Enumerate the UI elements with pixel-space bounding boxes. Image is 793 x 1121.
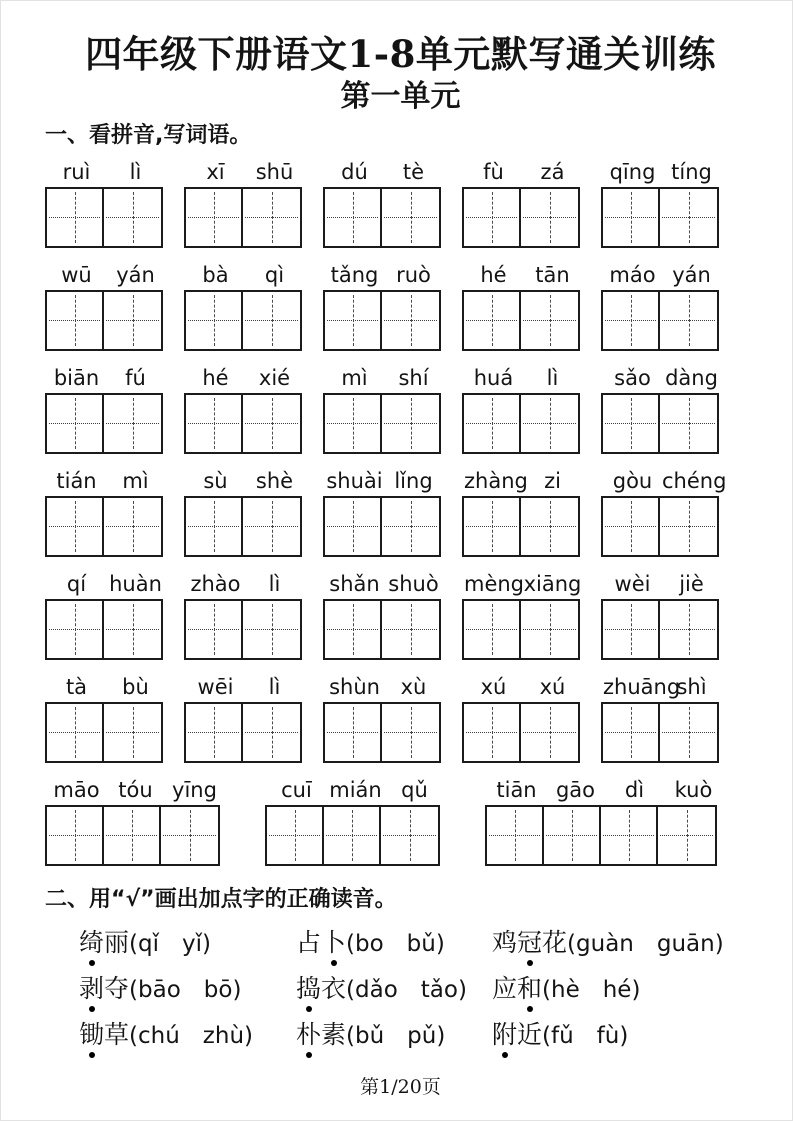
writing-cell	[243, 704, 300, 761]
pinyin-syllable: tíng	[671, 159, 712, 184]
pinyin-labels	[601, 674, 721, 700]
pinyin-syllable: zhuāng	[603, 674, 681, 699]
writing-grid	[462, 393, 580, 454]
pinyin-labels	[462, 674, 582, 700]
writing-grid	[601, 599, 719, 660]
pinyin-syllable: ruò	[396, 262, 431, 287]
writing-cell	[603, 704, 660, 761]
pinyin-grid-row	[45, 159, 756, 248]
pinyin-word-group	[323, 674, 443, 763]
pinyin-labels	[323, 159, 443, 185]
pinyin-syllable: hé	[480, 262, 507, 287]
writing-cell	[186, 189, 243, 246]
pinyin-word-group	[323, 365, 443, 454]
pinyin-syllable: qīng	[609, 159, 656, 184]
pinyin-grid-row	[45, 674, 756, 763]
pinyin-word-group	[323, 262, 443, 351]
pinyin-word-group	[45, 468, 165, 557]
writing-grid	[184, 290, 302, 351]
pinyin-labels	[184, 365, 304, 391]
pinyin-word-group	[45, 674, 165, 763]
pinyin-syllable: mì	[122, 468, 149, 493]
page-number: 第1/20页	[360, 1075, 441, 1098]
pinyin-syllable: shùn	[329, 674, 380, 699]
word-characters	[492, 974, 542, 1003]
writing-cell	[382, 704, 439, 761]
writing-cell	[325, 498, 382, 555]
writing-cell	[382, 498, 439, 555]
pinyin-word-group	[45, 159, 165, 248]
writing-grid	[265, 805, 440, 866]
word-characters	[79, 1020, 129, 1049]
pronunciation-item	[296, 972, 492, 1014]
writing-cell	[660, 601, 717, 658]
word-char: 花	[542, 927, 568, 957]
pinyin-labels	[485, 777, 723, 803]
writing-cell	[660, 704, 717, 761]
pronunciation-item	[492, 1018, 756, 1060]
unit-title: 第一单元	[340, 79, 461, 115]
dotted-character: 锄	[79, 1019, 105, 1049]
pinyin-word-group	[462, 674, 582, 763]
writing-cell	[325, 601, 382, 658]
writing-cell	[601, 807, 658, 864]
writing-grid	[462, 187, 580, 248]
writing-cell	[104, 498, 161, 555]
pinyin-labels	[45, 365, 165, 391]
pronunciation-item	[79, 972, 296, 1014]
writing-cell	[464, 395, 521, 452]
writing-grid	[323, 187, 441, 248]
writing-cell	[521, 292, 578, 349]
writing-cell	[186, 498, 243, 555]
pinyin-choices: (guàn guān)	[567, 930, 724, 957]
pinyin-syllable: fù	[483, 159, 504, 184]
writing-cell	[521, 395, 578, 452]
writing-grid	[184, 187, 302, 248]
writing-cell	[104, 189, 161, 246]
pinyin-labels	[45, 777, 224, 803]
pinyin-syllable: ruì	[62, 159, 91, 184]
pinyin-syllable: wū	[61, 262, 92, 287]
writing-grid	[184, 393, 302, 454]
writing-cell	[325, 292, 382, 349]
pinyin-labels	[323, 468, 443, 494]
writing-cell	[382, 601, 439, 658]
pronunciation-item	[296, 1018, 492, 1060]
pinyin-labels	[323, 571, 443, 597]
pinyin-labels	[462, 262, 582, 288]
pinyin-word-group	[45, 571, 165, 660]
pinyin-word-group	[184, 365, 304, 454]
writing-cell	[521, 189, 578, 246]
writing-cell	[603, 395, 660, 452]
pinyin-syllable: shè	[255, 468, 294, 493]
pinyin-word-group	[462, 262, 582, 351]
pinyin-syllable: mèng	[464, 571, 525, 596]
pinyin-grid-row	[45, 468, 756, 557]
writing-grid	[323, 393, 441, 454]
pinyin-labels	[323, 674, 443, 700]
writing-cell	[325, 189, 382, 246]
writing-cell	[243, 189, 300, 246]
pinyin-syllable: qǔ	[401, 777, 428, 802]
pinyin-labels	[462, 159, 582, 185]
pinyin-labels	[45, 571, 165, 597]
pinyin-syllable: huá	[473, 365, 514, 390]
writing-cell	[521, 498, 578, 555]
pinyin-syllable: jiè	[679, 571, 704, 596]
writing-cell	[104, 807, 161, 864]
writing-cell	[521, 601, 578, 658]
word-char: 近	[517, 1019, 543, 1049]
dotted-character: 附	[492, 1019, 518, 1049]
writing-cell	[464, 189, 521, 246]
pinyin-syllable: dàng	[665, 365, 718, 390]
pinyin-syllable: huàn	[109, 571, 162, 596]
pinyin-word-group	[601, 262, 721, 351]
pinyin-syllable: tiān	[496, 777, 537, 802]
page-title: 四年级下册语文1-8单元默写通关训练	[85, 32, 716, 76]
writing-cell	[47, 498, 104, 555]
pinyin-syllable: tóu	[118, 777, 153, 802]
pinyin-syllable: lì	[546, 365, 559, 390]
pinyin-word-group	[265, 777, 444, 866]
word-char: 占	[296, 927, 322, 957]
word-characters	[492, 928, 567, 957]
writing-grid	[184, 599, 302, 660]
pinyin-labels	[601, 468, 727, 494]
pinyin-choices: (bāo bō)	[129, 976, 242, 1003]
pinyin-syllable: chéng	[662, 468, 727, 493]
pinyin-word-group	[184, 159, 304, 248]
pinyin-syllable: xú	[480, 674, 507, 699]
writing-grid	[601, 496, 719, 557]
pinyin-syllable: shǎn	[329, 571, 380, 596]
pinyin-labels	[45, 262, 165, 288]
section2-heading: 二、用“√”画出加点字的正确读音。	[45, 886, 397, 912]
pinyin-syllable: mián	[329, 777, 382, 802]
pinyin-labels	[45, 674, 165, 700]
writing-cell	[104, 395, 161, 452]
word-characters	[79, 974, 129, 1003]
writing-cell	[603, 189, 660, 246]
dotted-character: 朴	[296, 1019, 322, 1049]
writing-grid	[45, 702, 163, 763]
word-characters	[296, 928, 346, 957]
pinyin-word-group	[184, 674, 304, 763]
writing-cell	[660, 395, 717, 452]
pinyin-word-group	[184, 468, 304, 557]
pinyin-syllable: dú	[341, 159, 368, 184]
writing-cell	[660, 189, 717, 246]
writing-cell	[382, 189, 439, 246]
pinyin-syllable: kuò	[674, 777, 713, 802]
pinyin-syllable: bù	[122, 674, 149, 699]
pronunciation-grid	[45, 926, 756, 1060]
writing-grid	[45, 805, 220, 866]
writing-grid	[601, 393, 719, 454]
pinyin-labels	[45, 159, 165, 185]
writing-grid	[462, 496, 580, 557]
writing-cell	[464, 601, 521, 658]
pinyin-syllable: yán	[672, 262, 711, 287]
pinyin-word-group	[601, 159, 721, 248]
pinyin-word-group	[184, 262, 304, 351]
pinyin-word-group	[462, 571, 582, 660]
pinyin-syllable: gòu	[612, 468, 653, 493]
writing-cell	[381, 807, 438, 864]
word-characters	[492, 1020, 542, 1049]
word-characters	[79, 928, 129, 957]
pinyin-choices: (bǔ pǔ)	[346, 1022, 446, 1049]
pinyin-syllable: xú	[539, 674, 566, 699]
writing-grid	[462, 290, 580, 351]
pinyin-syllable: sǎo	[614, 365, 651, 390]
writing-cell	[243, 601, 300, 658]
writing-grid	[601, 290, 719, 351]
writing-grid	[45, 187, 163, 248]
pinyin-labels	[601, 365, 721, 391]
pinyin-grid-row	[45, 262, 756, 351]
pinyin-syllable: qí	[66, 571, 87, 596]
word-characters	[296, 1020, 346, 1049]
pinyin-syllable: shuài	[326, 468, 383, 493]
writing-grid	[45, 599, 163, 660]
word-characters	[296, 974, 346, 1003]
pinyin-syllable: yán	[116, 262, 155, 287]
pinyin-labels	[184, 468, 304, 494]
pinyin-syllable: hé	[202, 365, 229, 390]
pinyin-syllable: cuī	[281, 777, 312, 802]
writing-grid	[323, 496, 441, 557]
pinyin-labels	[323, 262, 443, 288]
pinyin-labels	[45, 468, 165, 494]
pinyin-word-group	[45, 777, 224, 866]
pinyin-grid	[45, 159, 756, 866]
dotted-character: 卜	[321, 927, 347, 957]
writing-cell	[464, 498, 521, 555]
pinyin-syllable: lì	[129, 159, 142, 184]
pinyin-choices: (hè hé)	[542, 976, 641, 1003]
pinyin-grid-row	[45, 777, 756, 866]
writing-grid	[323, 702, 441, 763]
pinyin-word-group	[323, 159, 443, 248]
writing-grid	[485, 805, 717, 866]
pinyin-syllable: xiāng	[523, 571, 582, 596]
writing-cell	[47, 601, 104, 658]
pinyin-syllable: wēi	[197, 674, 234, 699]
pinyin-labels	[601, 159, 721, 185]
writing-cell	[603, 292, 660, 349]
pinyin-labels	[462, 468, 582, 494]
writing-cell	[324, 807, 381, 864]
pinyin-word-group	[184, 571, 304, 660]
writing-cell	[382, 292, 439, 349]
writing-grid	[462, 599, 580, 660]
pinyin-syllable: tián	[56, 468, 97, 493]
pinyin-syllable: lì	[268, 674, 281, 699]
writing-grid	[45, 393, 163, 454]
writing-cell	[544, 807, 601, 864]
writing-cell	[161, 807, 218, 864]
pinyin-syllable: tà	[65, 674, 88, 699]
pinyin-syllable: zhàng	[464, 468, 528, 493]
writing-cell	[382, 395, 439, 452]
pinyin-syllable: tān	[535, 262, 570, 287]
pinyin-word-group	[462, 365, 582, 454]
writing-cell	[47, 704, 104, 761]
pinyin-labels	[184, 159, 304, 185]
dotted-character: 和	[517, 973, 543, 1003]
pinyin-word-group	[462, 468, 582, 557]
pinyin-syllable: wèi	[614, 571, 651, 596]
writing-cell	[104, 704, 161, 761]
writing-cell	[186, 395, 243, 452]
writing-cell	[186, 601, 243, 658]
pinyin-syllable: zhào	[190, 571, 241, 596]
pinyin-labels	[323, 365, 443, 391]
pinyin-labels	[601, 571, 721, 597]
pinyin-choices: (chú zhù)	[129, 1022, 254, 1049]
pinyin-labels	[601, 262, 721, 288]
dotted-character: 剥	[79, 973, 105, 1003]
pinyin-word-group	[601, 365, 721, 454]
pronunciation-item	[296, 926, 492, 968]
pinyin-syllable: lì	[268, 571, 281, 596]
writing-grid	[323, 290, 441, 351]
pinyin-word-group	[462, 159, 582, 248]
pinyin-labels	[462, 365, 582, 391]
writing-cell	[487, 807, 544, 864]
pinyin-word-group	[485, 777, 723, 866]
pinyin-syllable: fú	[125, 365, 146, 390]
writing-cell	[47, 395, 104, 452]
pinyin-syllable: mì	[341, 365, 368, 390]
pinyin-word-group	[45, 365, 165, 454]
pronunciation-item	[492, 972, 756, 1014]
writing-cell	[658, 807, 715, 864]
pinyin-syllable: zá	[540, 159, 565, 184]
writing-grid	[184, 496, 302, 557]
writing-grid	[462, 702, 580, 763]
writing-cell	[186, 704, 243, 761]
writing-cell	[603, 601, 660, 658]
pronunciation-item	[79, 926, 296, 968]
pinyin-syllable: shí	[398, 365, 429, 390]
pinyin-syllable: tǎng	[330, 262, 379, 287]
pinyin-syllable: yīng	[172, 777, 217, 802]
pinyin-syllable: lǐng	[394, 468, 433, 493]
word-char: 丽	[104, 927, 130, 957]
pinyin-word-group	[601, 571, 721, 660]
pinyin-labels	[462, 571, 582, 597]
writing-cell	[521, 704, 578, 761]
writing-cell	[243, 395, 300, 452]
pinyin-syllable: biān	[53, 365, 100, 390]
pronunciation-item	[492, 926, 756, 968]
writing-cell	[267, 807, 324, 864]
writing-cell	[47, 189, 104, 246]
writing-grid	[323, 599, 441, 660]
pinyin-syllable: zi	[544, 468, 561, 493]
writing-cell	[660, 292, 717, 349]
pinyin-syllable: gāo	[555, 777, 596, 802]
pinyin-choices: (qǐ yǐ)	[129, 930, 211, 957]
writing-cell	[325, 395, 382, 452]
word-char: 鸡	[492, 927, 518, 957]
pinyin-labels	[184, 571, 304, 597]
writing-cell	[186, 292, 243, 349]
section1-heading: 一、看拼音,写词语。	[45, 122, 252, 148]
writing-cell	[104, 601, 161, 658]
pinyin-syllable: shū	[255, 159, 294, 184]
writing-grid	[45, 290, 163, 351]
pinyin-choices: (fǔ fù)	[542, 1022, 629, 1049]
pinyin-word-group	[323, 468, 443, 557]
pinyin-syllable: dì	[624, 777, 645, 802]
pinyin-syllable: xù	[400, 674, 427, 699]
pinyin-word-group	[601, 674, 721, 763]
dotted-character: 绮	[79, 927, 105, 957]
pinyin-word-group	[601, 468, 727, 557]
pinyin-syllable: shuò	[388, 571, 439, 596]
pinyin-syllable: xī	[206, 159, 225, 184]
pronunciation-item	[79, 1018, 296, 1060]
writing-cell	[603, 498, 660, 555]
pinyin-syllable: shì	[676, 674, 707, 699]
pinyin-syllable: māo	[53, 777, 100, 802]
writing-cell	[243, 498, 300, 555]
pinyin-labels	[265, 777, 444, 803]
pinyin-syllable: bà	[202, 262, 229, 287]
word-char: 素	[321, 1019, 347, 1049]
pinyin-syllable: xié	[258, 365, 291, 390]
writing-cell	[47, 807, 104, 864]
word-char: 夺	[104, 973, 130, 1003]
writing-cell	[104, 292, 161, 349]
writing-cell	[464, 704, 521, 761]
writing-grid	[601, 702, 719, 763]
dotted-character: 捣	[296, 973, 322, 1003]
writing-cell	[325, 704, 382, 761]
writing-cell	[243, 292, 300, 349]
pinyin-word-group	[45, 262, 165, 351]
pinyin-labels	[184, 674, 304, 700]
word-char: 衣	[321, 973, 347, 1003]
pinyin-labels	[184, 262, 304, 288]
writing-cell	[660, 498, 717, 555]
writing-cell	[47, 292, 104, 349]
pinyin-syllable: sù	[203, 468, 228, 493]
pinyin-choices: (dǎo tǎo)	[346, 976, 467, 1003]
pinyin-grid-row	[45, 365, 756, 454]
writing-grid	[601, 187, 719, 248]
word-char: 应	[492, 973, 518, 1003]
pinyin-syllable: qì	[264, 262, 285, 287]
writing-grid	[45, 496, 163, 557]
pinyin-word-group	[323, 571, 443, 660]
dotted-character: 冠	[517, 927, 543, 957]
word-char: 草	[104, 1019, 130, 1049]
pinyin-syllable: máo	[609, 262, 656, 287]
pinyin-choices: (bo bǔ)	[346, 930, 445, 957]
pinyin-syllable: tè	[402, 159, 425, 184]
pinyin-grid-row	[45, 571, 756, 660]
writing-cell	[464, 292, 521, 349]
writing-grid	[184, 702, 302, 763]
